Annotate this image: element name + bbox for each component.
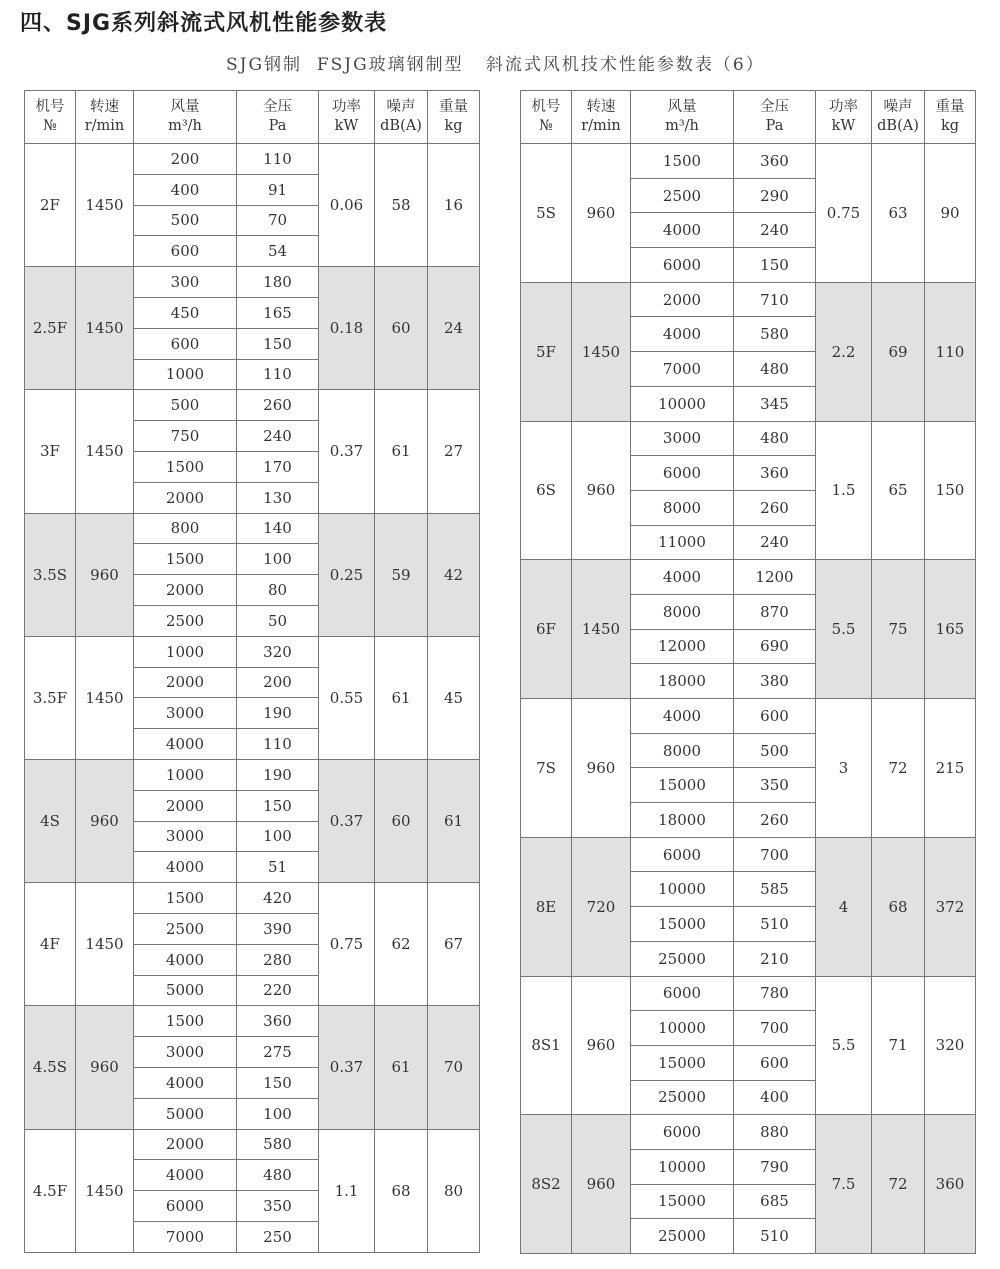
header-speed [76,91,134,144]
pressure-cell: 420 [237,883,319,914]
noise-cell: 60 [375,759,428,882]
noise-cell: 71 [872,976,925,1115]
noise-cell: 59 [375,513,428,636]
weight-cell: 24 [428,267,480,390]
flow-cell: 6000 [631,837,734,872]
table-row [521,421,976,456]
flow-cell: 15000 [631,1184,734,1219]
header-unit: kW [831,118,856,134]
speed-cell: 960 [76,513,134,636]
speed-cell: 720 [572,837,631,976]
pressure-cell: 790 [734,1149,816,1184]
speed-cell: 960 [572,421,631,560]
header-label: 风量 [170,99,200,115]
pressure-cell: 600 [734,1045,816,1080]
flow-cell: 1500 [134,1006,237,1037]
header-unit: kg [940,118,960,134]
power-cell: 3 [816,699,872,838]
flow-cell: 600 [134,236,237,267]
noise-cell: 58 [375,144,428,267]
flow-cell: 10000 [631,1011,734,1046]
header-label: 重量 [935,99,965,115]
pressure-cell: 360 [734,456,816,491]
pressure-cell: 290 [734,178,816,213]
flow-cell: 1000 [134,636,237,667]
pressure-cell: 580 [734,317,816,352]
power-cell: 7.5 [816,1115,872,1254]
table-row [521,976,976,1011]
pressure-cell: 280 [237,944,319,975]
header-flow [631,91,734,144]
weight-cell: 90 [925,144,976,283]
pressure-cell: 510 [734,907,816,942]
speed-cell: 1450 [76,144,134,267]
speed-cell: 960 [572,976,631,1115]
flow-cell: 2500 [631,178,734,213]
flow-cell: 18000 [631,664,734,699]
pressure-cell: 100 [237,1098,319,1129]
pressure-cell: 400 [734,1080,816,1115]
table-row [521,560,976,595]
flow-cell: 3000 [134,1037,237,1068]
flow-cell: 1500 [134,451,237,482]
weight-cell: 150 [925,421,976,560]
header-unit: № [539,118,553,134]
power-cell: 5.5 [816,560,872,699]
header-model [25,91,76,144]
header-label: 功率 [829,99,858,115]
speed-cell: 1450 [572,282,631,421]
pressure-cell: 220 [237,975,319,1006]
flow-cell: 25000 [631,941,734,976]
header-unit: Pa [268,118,287,134]
pressure-cell: 260 [734,803,816,838]
pressure-cell: 690 [734,629,816,664]
weight-cell: 215 [925,699,976,838]
pressure-cell: 110 [237,144,319,175]
noise-cell: 68 [872,837,925,976]
right-table-body [521,144,976,1254]
table-row [521,144,976,179]
header-unit: dB(A) [877,118,919,134]
model-cell: 2.5F [25,267,76,390]
pressure-cell: 240 [734,213,816,248]
pressure-cell: 580 [237,1129,319,1160]
pressure-cell: 54 [237,236,319,267]
flow-cell: 10000 [631,1149,734,1184]
speed-cell: 960 [572,1115,631,1254]
pressure-cell: 345 [734,386,816,421]
flow-cell: 450 [134,297,237,328]
weight-cell: 16 [428,144,480,267]
header-speed [572,91,631,144]
flow-cell: 2500 [134,913,237,944]
table-row [25,1006,480,1037]
pressure-cell: 170 [237,451,319,482]
header-unit: Pa [765,118,784,134]
table-row [521,699,976,734]
header-noise [375,91,428,144]
speed-cell: 1450 [572,560,631,699]
flow-cell: 600 [134,328,237,359]
header-unit: kW [334,118,359,134]
model-cell: 5F [521,282,572,421]
pressure-cell: 150 [237,1067,319,1098]
flow-cell: 6000 [631,248,734,283]
flow-cell: 12000 [631,629,734,664]
pressure-cell: 350 [237,1191,319,1222]
flow-cell: 18000 [631,803,734,838]
flow-cell: 6000 [631,456,734,491]
header-noise [872,91,925,144]
flow-cell: 3000 [134,698,237,729]
flow-cell: 8000 [631,594,734,629]
weight-cell: 61 [428,759,480,882]
noise-cell: 60 [375,267,428,390]
header-label: 噪声 [883,99,913,115]
weight-cell: 360 [925,1115,976,1254]
pressure-cell: 250 [237,1221,319,1252]
noise-cell: 65 [872,421,925,560]
flow-cell: 7000 [134,1221,237,1252]
weight-cell: 70 [428,1006,480,1129]
pressure-cell: 510 [734,1219,816,1254]
header-label: 转速 [586,99,616,115]
pressure-cell: 150 [237,328,319,359]
flow-cell: 1000 [134,759,237,790]
power-cell: 0.37 [319,1006,375,1129]
flow-cell: 3000 [631,421,734,456]
table-row [521,837,976,872]
flow-cell: 2000 [134,667,237,698]
header-pressure [237,91,319,144]
flow-cell: 1500 [134,883,237,914]
table-row [25,144,480,175]
speed-cell: 1450 [76,636,134,759]
flow-cell: 1500 [631,144,734,179]
flow-cell: 15000 [631,768,734,803]
left-header-row [25,91,480,144]
noise-cell: 62 [375,883,428,1006]
flow-cell: 4000 [631,699,734,734]
weight-cell: 27 [428,390,480,513]
header-label: 全压 [263,99,292,115]
flow-cell: 750 [134,421,237,452]
flow-cell: 1000 [134,359,237,390]
header-power [816,91,872,144]
model-cell: 7S [521,699,572,838]
pressure-cell: 50 [237,605,319,636]
table-row [25,513,480,544]
pressure-cell: 140 [237,513,319,544]
power-cell: 0.25 [319,513,375,636]
pressure-cell: 240 [237,421,319,452]
weight-cell: 80 [428,1129,480,1252]
header-label: 转速 [90,99,119,115]
flow-cell: 25000 [631,1219,734,1254]
noise-cell: 72 [872,699,925,838]
flow-cell: 4000 [134,729,237,760]
pressure-cell: 110 [237,729,319,760]
pressure-cell: 275 [237,1037,319,1068]
model-cell: 8S1 [521,976,572,1115]
flow-cell: 400 [134,174,237,205]
flow-cell: 5000 [134,975,237,1006]
weight-cell: 42 [428,513,480,636]
table-row [25,759,480,790]
flow-cell: 5000 [134,1098,237,1129]
pressure-cell: 150 [237,790,319,821]
flow-cell: 4000 [134,852,237,883]
header-label: 风量 [667,99,697,115]
power-cell: 0.75 [319,883,375,1006]
flow-cell: 4000 [134,944,237,975]
pressure-cell: 260 [734,490,816,525]
pressure-cell: 110 [237,359,319,390]
flow-cell: 6000 [631,1115,734,1150]
pressure-cell: 700 [734,1011,816,1046]
flow-cell: 25000 [631,1080,734,1115]
pressure-cell: 51 [237,852,319,883]
weight-cell: 165 [925,560,976,699]
speed-cell: 960 [572,144,631,283]
left-table-body [25,144,480,1253]
header-label: 功率 [332,99,361,115]
power-cell: 0.55 [319,636,375,759]
header-label: 噪声 [386,99,416,115]
power-cell: 0.06 [319,144,375,267]
speed-cell: 1450 [76,883,134,1006]
speed-cell: 1450 [76,267,134,390]
table-row [25,390,480,421]
pressure-cell: 710 [734,282,816,317]
pressure-cell: 210 [734,941,816,976]
pressure-cell: 200 [237,667,319,698]
power-cell: 0.75 [816,144,872,283]
pressure-cell: 70 [237,205,319,236]
pressure-cell: 150 [734,248,816,283]
flow-cell: 2500 [134,605,237,636]
power-cell: 0.18 [319,267,375,390]
table-row [25,267,480,298]
header-label: 重量 [439,99,468,115]
flow-cell: 800 [134,513,237,544]
flow-cell: 3000 [134,821,237,852]
pressure-cell: 80 [237,575,319,606]
weight-cell: 45 [428,636,480,759]
pressure-cell: 260 [237,390,319,421]
right-header-row [521,91,976,144]
pressure-cell: 190 [237,698,319,729]
pressure-cell: 480 [237,1160,319,1191]
pressure-cell: 240 [734,525,816,560]
right-spec-table [520,90,976,1254]
model-cell: 4F [25,883,76,1006]
header-pressure [734,91,816,144]
page-title: 四、SJG系列斜流式风机性能参数表 [20,11,388,36]
flow-cell: 8000 [631,490,734,525]
header-weight [428,91,480,144]
flow-cell: 15000 [631,907,734,942]
header-label: 机号 [35,99,65,115]
flow-cell: 4000 [134,1160,237,1191]
flow-cell: 10000 [631,386,734,421]
table-row [25,1129,480,1160]
noise-cell: 68 [375,1129,428,1252]
model-cell: 3.5F [25,636,76,759]
model-cell: 8S2 [521,1115,572,1254]
pressure-cell: 130 [237,482,319,513]
power-cell: 0.37 [319,759,375,882]
power-cell: 0.37 [319,390,375,513]
noise-cell: 72 [872,1115,925,1254]
power-cell: 5.5 [816,976,872,1115]
pressure-cell: 165 [237,297,319,328]
pressure-cell: 585 [734,872,816,907]
model-cell: 5S [521,144,572,283]
speed-cell: 1450 [76,1129,134,1252]
noise-cell: 75 [872,560,925,699]
header-label: 全压 [760,99,789,115]
model-cell: 4.5F [25,1129,76,1252]
flow-cell: 8000 [631,733,734,768]
flow-cell: 4000 [134,1067,237,1098]
pressure-cell: 880 [734,1115,816,1150]
flow-cell: 200 [134,144,237,175]
table-row [521,282,976,317]
header-unit: m³/h [168,118,202,134]
pressure-cell: 600 [734,699,816,734]
noise-cell: 63 [872,144,925,283]
header-unit: r/min [84,118,125,134]
flow-cell: 15000 [631,1045,734,1080]
flow-cell: 2000 [134,1129,237,1160]
noise-cell: 61 [375,1006,428,1129]
power-cell: 4 [816,837,872,976]
pressure-cell: 190 [237,759,319,790]
header-label: 机号 [531,99,561,115]
model-cell: 3F [25,390,76,513]
power-cell: 2.2 [816,282,872,421]
header-unit: r/min [581,118,621,134]
pressure-cell: 91 [237,174,319,205]
header-unit: m³/h [665,118,699,134]
noise-cell: 61 [375,636,428,759]
flow-cell: 4000 [631,560,734,595]
pressure-cell: 320 [237,636,319,667]
flow-cell: 500 [134,205,237,236]
weight-cell: 372 [925,837,976,976]
speed-cell: 960 [572,699,631,838]
pressure-cell: 100 [237,821,319,852]
speed-cell: 960 [76,1006,134,1129]
flow-cell: 10000 [631,872,734,907]
flow-cell: 1500 [134,544,237,575]
flow-cell: 2000 [134,482,237,513]
header-power [319,91,375,144]
speed-cell: 1450 [76,390,134,513]
header-flow [134,91,237,144]
model-cell: 8E [521,837,572,976]
flow-cell: 4000 [631,317,734,352]
noise-cell: 61 [375,390,428,513]
power-cell: 1.1 [319,1129,375,1252]
pressure-cell: 700 [734,837,816,872]
pressure-cell: 350 [734,768,816,803]
flow-cell: 6000 [631,976,734,1011]
header-model [521,91,572,144]
table-row [521,1115,976,1150]
pressure-cell: 685 [734,1184,816,1219]
model-cell: 6F [521,560,572,699]
pressure-cell: 380 [734,664,816,699]
pressure-cell: 180 [237,267,319,298]
pressure-cell: 100 [237,544,319,575]
power-cell: 1.5 [816,421,872,560]
model-cell: 4.5S [25,1006,76,1129]
table-row [25,636,480,667]
pressure-cell: 480 [734,352,816,387]
header-weight [925,91,976,144]
table-subtitle: SJG钢制 FSJG玻璃钢制型 斜流式风机技术性能参数表（6） [226,55,765,75]
flow-cell: 2000 [134,790,237,821]
header-unit: kg [444,118,463,134]
flow-cell: 500 [134,390,237,421]
header-unit: № [43,118,57,134]
flow-cell: 2000 [134,575,237,606]
flow-cell: 300 [134,267,237,298]
pressure-cell: 1200 [734,560,816,595]
flow-cell: 11000 [631,525,734,560]
weight-cell: 320 [925,976,976,1115]
flow-cell: 6000 [134,1191,237,1222]
pressure-cell: 360 [734,144,816,179]
noise-cell: 69 [872,282,925,421]
header-unit: dB(A) [380,118,422,134]
table-row [25,883,480,914]
weight-cell: 110 [925,282,976,421]
model-cell: 6S [521,421,572,560]
model-cell: 3.5S [25,513,76,636]
flow-cell: 4000 [631,213,734,248]
flow-cell: 2000 [631,282,734,317]
pressure-cell: 480 [734,421,816,456]
pressure-cell: 360 [237,1006,319,1037]
speed-cell: 960 [76,759,134,882]
pressure-cell: 780 [734,976,816,1011]
pressure-cell: 870 [734,594,816,629]
weight-cell: 67 [428,883,480,1006]
flow-cell: 7000 [631,352,734,387]
pressure-cell: 390 [237,913,319,944]
left-spec-table [24,90,480,1253]
model-cell: 2F [25,144,76,267]
model-cell: 4S [25,759,76,882]
pressure-cell: 500 [734,733,816,768]
